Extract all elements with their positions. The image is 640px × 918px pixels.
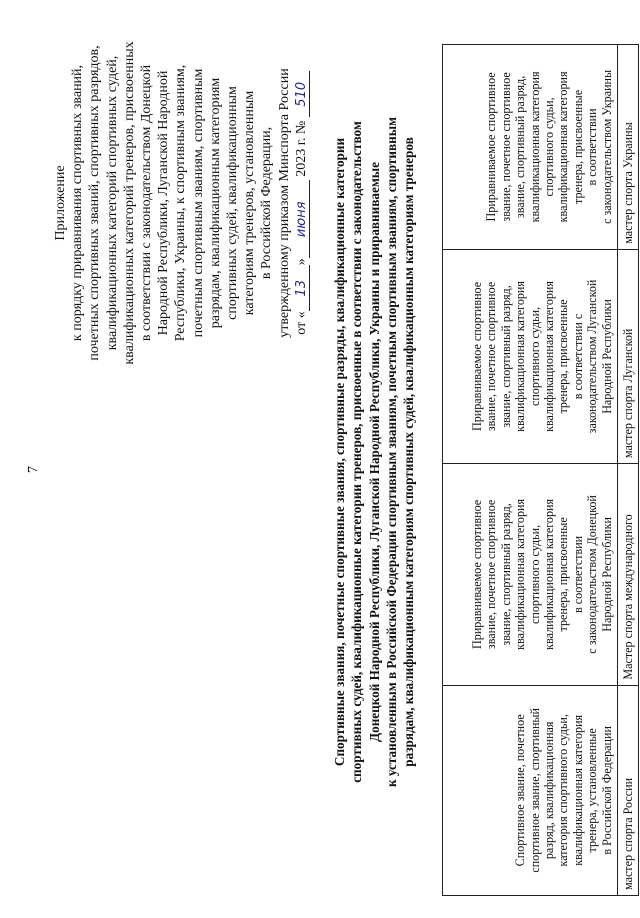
column-header-line: спортивного судьи,: [541, 97, 556, 197]
column-header-line: в соответствии: [585, 108, 600, 186]
column-header-line: тренера, присвоенные: [556, 299, 571, 414]
column-header-line: квалификационная категория: [527, 71, 542, 223]
appendix-block: [52, 18, 310, 388]
appendix-line: спортивных судей, квалификационным: [225, 86, 241, 320]
column-header-line: квалификационная категория: [541, 498, 556, 650]
appendix-line: к порядку приравнивания спортивных званий,: [70, 64, 86, 342]
column-header-line: Народной Республики: [599, 299, 614, 414]
column-header-line: в соответствии с: [570, 313, 585, 400]
document-heading: [331, 52, 417, 852]
column-header-line: разряд, квалификационная: [541, 721, 556, 860]
column-header: [443, 45, 618, 250]
column-header-line: с законодательством Украины: [599, 69, 614, 224]
equivalence-table: [442, 44, 639, 896]
column-header-line: квалификационная категория: [570, 714, 585, 866]
appendix-title: Приложение: [53, 165, 68, 241]
handwritten-month: июня: [295, 180, 310, 258]
column-header-line: в соответствии: [570, 535, 585, 613]
column-header-line: квалификационная категория: [541, 281, 556, 432]
appendix-line: утвержденному приказом Минспорта России: [276, 68, 292, 338]
column-header-line: Приравниваемое спортивное: [469, 499, 484, 649]
heading-line: к установленным в Российской Федерации спортивным званиям, почетным спортивным званиям, спортивным: [383, 116, 399, 788]
column-header-line: спортивное звание, спортивный: [527, 707, 542, 873]
table-row: [618, 45, 639, 896]
column-header-line: звание, спортивный разряд,: [498, 503, 513, 646]
column-header-line: с законодательством Донецкой: [585, 495, 600, 654]
column-header-line: категория спортивного судьи,: [556, 714, 571, 867]
column-header-line: квалификационная категория: [513, 498, 528, 650]
column-header-line: звание, почетное спортивное: [484, 499, 499, 650]
column-header-line: законодательством Луганской: [585, 279, 600, 434]
page-number: 7: [26, 466, 41, 473]
table-body: [618, 45, 639, 896]
column-header-line: Приравниваемое спортивное: [469, 281, 484, 432]
appendix-line: квалификационных категорий тренеров, присвоенных: [121, 41, 137, 365]
column-header-line: тренера, присвоенные: [570, 89, 585, 204]
heading-line: разрядам, квалификационным категориям спортивных судей, квалификационным категориям тренеров: [401, 137, 417, 767]
heading-line: Спортивные звания, почетные спортивные звания, спортивные разряды, квалификационные категории: [332, 137, 347, 767]
column-header-line: звание, почетное спортивное: [498, 72, 513, 222]
table-cell: мастер спорта Луганской: [618, 249, 639, 463]
appendix-body: [69, 18, 293, 388]
column-header-line: квалификационная категория: [556, 71, 571, 223]
date-mid: »: [293, 258, 309, 266]
column-header-line: тренера, установленные: [585, 728, 600, 853]
handwritten-order-number: 510: [295, 71, 310, 117]
column-header-line: спортивного судьи,: [527, 524, 542, 624]
column-header-line: Народной Республики: [599, 517, 614, 632]
appendix-line: квалификационных категорий спортивных судей,: [104, 55, 120, 351]
appendix-line: почетных спортивных званий, спортивных разрядов,: [87, 45, 103, 361]
column-header-line: звание, почетное спортивное: [484, 281, 499, 432]
table-cell: мастер спорта России: [618, 685, 639, 895]
column-header: [443, 249, 618, 463]
appendix-line: Народной Республики, Луганской Народной: [156, 70, 172, 336]
appendix-line: почетным спортивным званиям, спортивным: [190, 68, 206, 338]
table-cell: мастер спорта Украины: [618, 45, 639, 250]
column-header: [443, 464, 618, 686]
column-header: [443, 685, 618, 895]
column-header-line: в Российской Федерации: [599, 726, 614, 855]
date-year: 2023 г. №: [293, 120, 309, 177]
appendix-line: разрядам, квалификационным категориям: [207, 77, 223, 329]
table-cell: Мастер спорта международного: [618, 464, 639, 686]
column-header-line: Спортивное звание, почетное: [513, 714, 528, 867]
heading-line: спортивных судей, квалификационные категории тренеров, присвоенные в соответствии с законодательством: [349, 121, 365, 783]
appendix-date-line: [293, 18, 310, 388]
column-header-line: квалификационная категория: [513, 281, 528, 432]
column-header-line: звание, спортивный разряд,: [498, 285, 513, 428]
column-header-line: Приравниваемое спортивное: [484, 72, 499, 222]
handwritten-day: 13: [295, 265, 310, 311]
column-header-line: тренера, присвоенные: [556, 517, 571, 632]
column-header-line: спортивного судьи,: [527, 306, 542, 407]
appendix-line: в соответствии с законодательством Донецкой: [139, 64, 155, 342]
appendix-line: категориям тренеров, установленным: [242, 90, 258, 316]
appendix-line: в Российской Федерации,: [259, 126, 275, 280]
column-header-line: звание, спортивный разряд,: [513, 75, 528, 219]
date-prefix: от «: [293, 311, 309, 335]
heading-line: Донецкой Народной Республики, Луганской Народной Республики, Украины и приравниваемые: [366, 162, 382, 742]
appendix-line: Республики, Украины, к спортивным званиям,: [173, 64, 189, 342]
table-header-row: [443, 45, 618, 896]
